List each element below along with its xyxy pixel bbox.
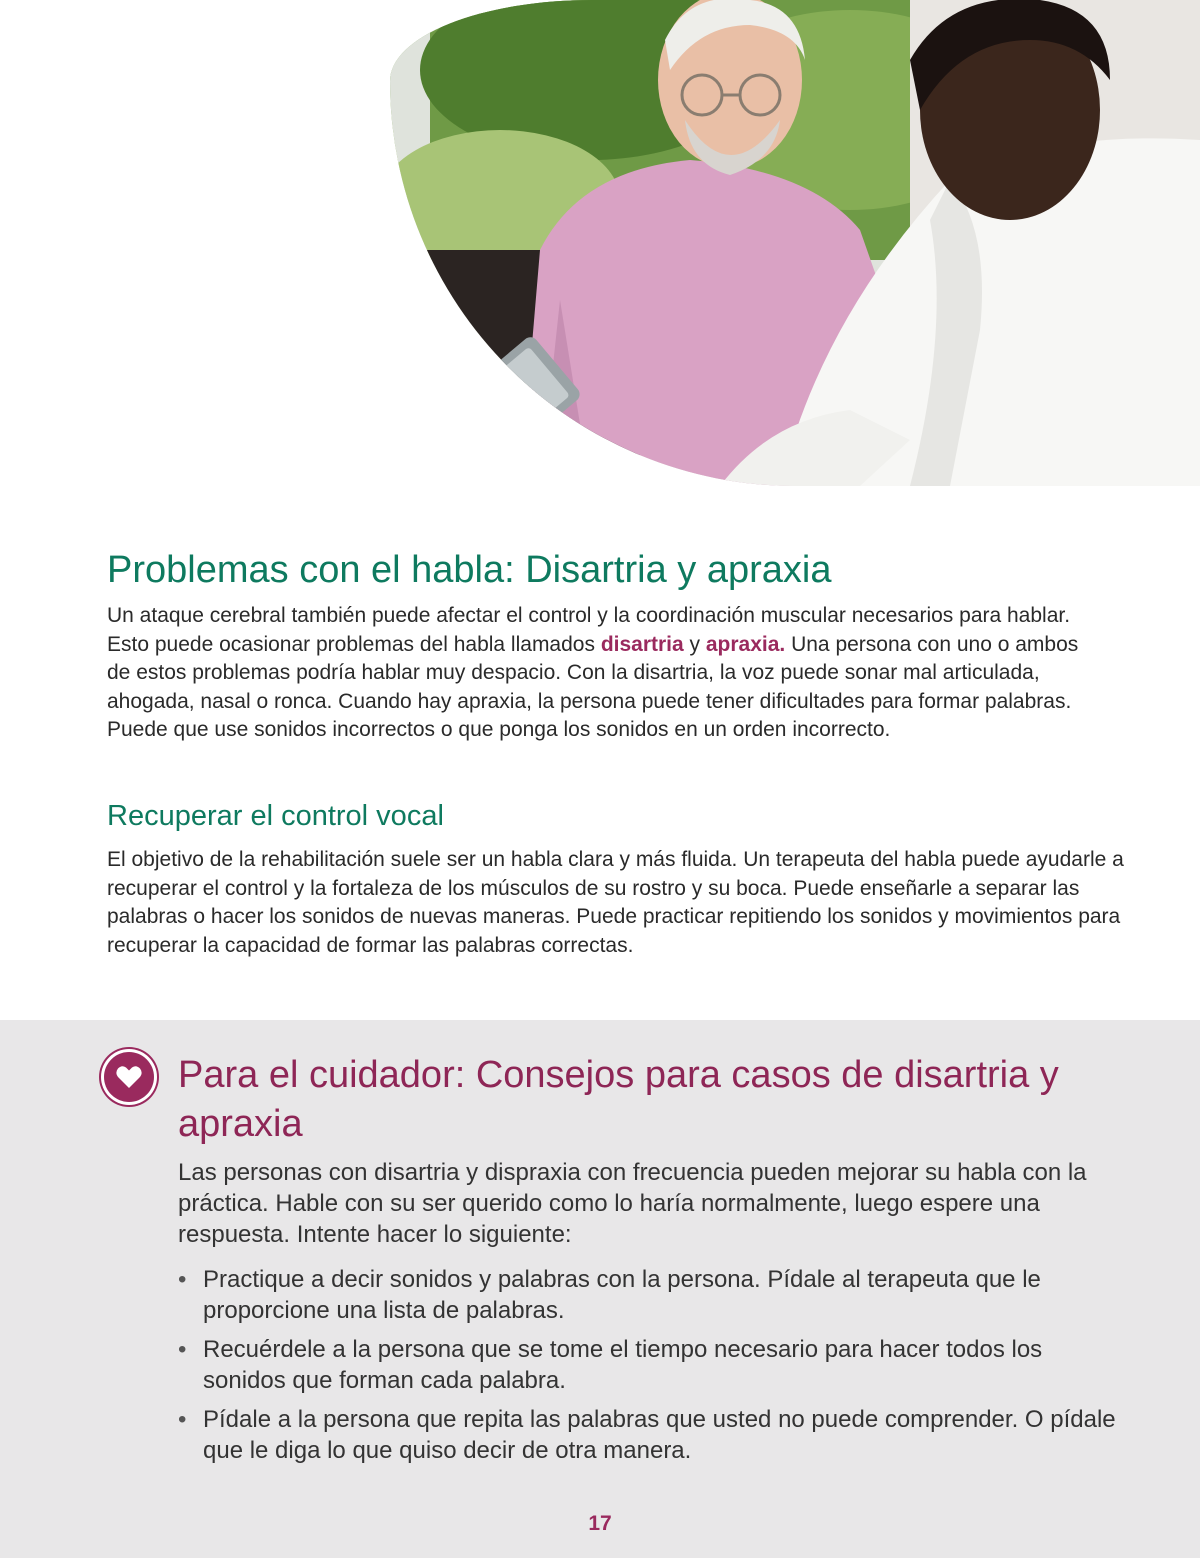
- caregiver-intro: Las personas con disartria y dispraxia con frecuencia pueden mejorar su habla con la práctica. Hable con su ser querido como lo haría normalmente, luego espere una respuesta. Intente hacer lo siguiente:: [178, 1159, 1087, 1248]
- rehab-paragraph: El objetivo de la rehabilitación suele ser un habla clara y más fluida. Un terapeuta del habla puede ayudarle a recuperar el control y la fortaleza de los músculos de su rostro y su boca. Puede enseñarle a separar las palabras o hacer los sonidos de nuevas maneras. Puede practicar repitiendo los sonidos y movimientos para recuperar la capacidad de formar las palabras correctas.: [107, 848, 1124, 957]
- tip-text: Pídale a la persona que repita las palabras que usted no puede comprender. O pídale que le diga lo que quiso decir de otra manera.: [203, 1406, 1116, 1464]
- photo-illustration: [390, 0, 1200, 486]
- tip-text: Recuérdele a la persona que se tome el tiempo necesario para hacer todos los sonidos que forman cada palabra.: [203, 1336, 1043, 1394]
- intro-text-c: Una persona con uno o ambos de estos problemas podría hablar muy despacio. Con la disartria, la voz puede sonar mal articulada, ahogada, nasal o ronca. Cuando hay apraxia, la persona puede tener dificultades para formar palabras. Puede que use sonidos incorrectos o que ponga los sonidos en un orden incorrecto.: [107, 632, 1079, 741]
- intro-text-b: y: [683, 632, 706, 656]
- list-item: [178, 1264, 1118, 1326]
- bullet: •: [178, 1336, 187, 1363]
- list-item: [178, 1334, 1118, 1396]
- bullet: •: [178, 1266, 187, 1293]
- intro-text-a: Un ataque cerebral también puede afectar el control y la coordinación muscular necesarios para hablar. Esto puede ocasionar problemas del habla llamados: [107, 604, 1071, 656]
- page-number: 17: [588, 1512, 612, 1535]
- heart-badge: [104, 1052, 154, 1102]
- subsection-title: Recuperar el control vocal: [107, 800, 444, 832]
- list-item: [178, 1404, 1118, 1466]
- section-title: Problemas con el habla: Disartria y apraxia: [107, 549, 832, 591]
- tips-list: [178, 1264, 1118, 1474]
- term-disartria: disartria: [600, 632, 684, 656]
- intro-paragraph: [107, 602, 1087, 745]
- header-photo: [390, 0, 1200, 486]
- term-apraxia: apraxia.: [705, 632, 786, 656]
- tip-text: Practique a decir sonidos y palabras con la persona. Pídale al terapeuta que le proporcione una lista de palabras.: [203, 1266, 1041, 1324]
- bullet: •: [178, 1406, 187, 1433]
- caregiver-title: Para el cuidador: Consejos para casos de disartria y apraxia: [178, 1054, 1059, 1145]
- heart-icon: [116, 1065, 142, 1089]
